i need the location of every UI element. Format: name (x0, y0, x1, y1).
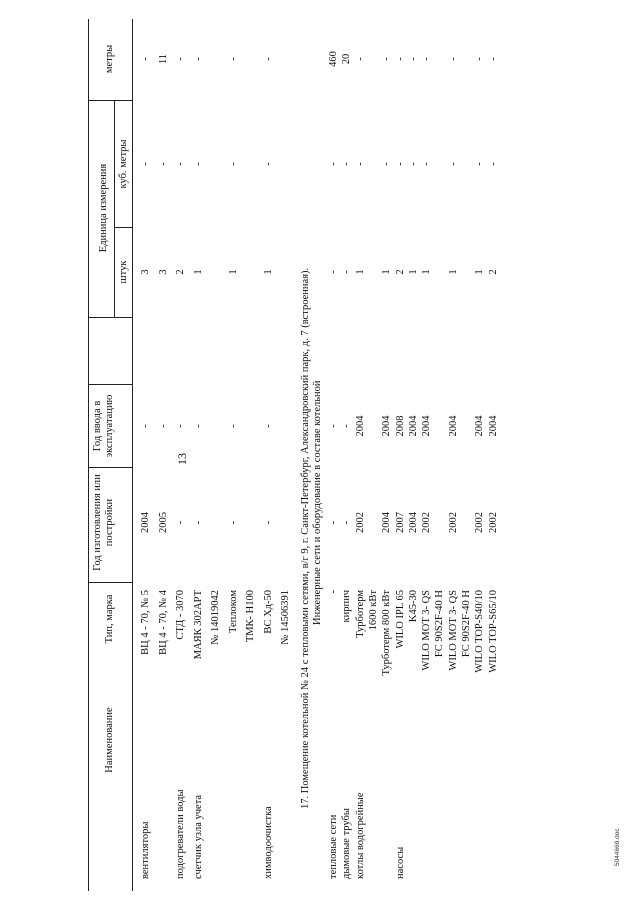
table-top-rule (88, 19, 89, 891)
section-title: 17. Помещение котельной № 24 с тепловыми сетями, в/г 9, г. Санкт-Петербург, Александровский парк, д. 7 (встроенная). (300, 267, 311, 809)
row-a-8-type: № 14506391 (280, 590, 291, 645)
row-b-11-comm: 2004 (474, 415, 486, 437)
row-b-9-comm: 2004 (447, 415, 459, 437)
row-a-2-made: - (175, 520, 186, 525)
row-a-5-m3: - (227, 162, 239, 166)
row-b-0-name: тепловые сети (328, 814, 339, 879)
row-b-2-pcs: 1 (354, 269, 366, 275)
row-a-1-type: ВЦ 4 - 70, № 4 (157, 590, 169, 655)
row-a-6-type: ТМК- Н100 (245, 590, 256, 643)
row-b-8-type: FC 90S2F-40 H (434, 590, 446, 658)
row-a-3-m: - (192, 57, 204, 61)
row-a-1-made: 2005 (157, 512, 169, 533)
row-b-2-made: 2002 (354, 512, 366, 533)
row-a-0-pcs: 3 (140, 269, 151, 275)
row-b-1-m3: - (341, 162, 353, 166)
row-b-0-comm: - (328, 424, 339, 428)
row-b-1-pcs: - (341, 270, 353, 274)
row-b-6-m3: - (407, 162, 419, 166)
row-b-9-pcs: 1 (447, 269, 459, 275)
row-a-0-m3: - (140, 162, 151, 166)
file-footer: 5044669.doc (614, 828, 621, 866)
row-a-2-m: - (175, 57, 186, 61)
row-b-4-comm: 2004 (381, 415, 393, 437)
header-unit-group: Единица измерения (98, 163, 109, 253)
row-a-5-made: - (227, 520, 239, 525)
row-b-2-type: Турботерм (354, 590, 366, 638)
row-a-2-pcs: 2 (175, 269, 186, 275)
row-a-3-comm: - (192, 424, 204, 428)
col-rule-3 (88, 384, 132, 385)
row-b-9-made: 2002 (447, 512, 459, 533)
row-a-4-type: № 14019042 (210, 590, 221, 645)
row-a-2-comm: - (175, 424, 186, 428)
row-b-12-pcs: 2 (487, 269, 499, 275)
col-rule-5 (114, 227, 132, 228)
row-b-10-type: FC 90S2F-40 H (461, 590, 472, 658)
page-number: 13 (175, 453, 189, 465)
row-b-7-made: 2002 (421, 512, 433, 533)
row-a-5-pcs: 1 (227, 269, 239, 275)
row-a-1-comm: - (157, 424, 169, 428)
row-b-7-type: WILO MOT 3- QS (421, 590, 433, 671)
header-type: Тип, марка (104, 594, 115, 644)
row-b-6-made: 2004 (407, 512, 419, 533)
row-b-0-m: 460 (328, 51, 339, 67)
row-b-5-type: WILO IPL 65 (394, 590, 406, 649)
row-a-7-pcs: 1 (262, 269, 274, 275)
col-rule-2 (88, 467, 132, 468)
row-a-5-type: Теплоком (227, 590, 239, 634)
row-b-9-m: - (447, 57, 459, 61)
row-a-0-name: вентиляторы (140, 821, 151, 879)
row-b-1-made: - (341, 520, 353, 525)
row-a-7-name: химводоочистка (262, 806, 274, 879)
row-b-2-comm: 2004 (354, 415, 366, 437)
header-name: Наименование (104, 707, 115, 773)
row-b-0-type: - (328, 590, 339, 594)
row-b-5-m3: - (394, 162, 406, 166)
row-b-4-m3: - (381, 162, 393, 166)
header-unit-m: метры (104, 44, 115, 74)
header-unit-pcs: штук (118, 260, 129, 284)
row-b-12-m: - (487, 57, 499, 61)
row-b-9-type: WILO MOT 3- QS (447, 590, 459, 671)
row-b-1-comm: - (341, 424, 353, 428)
row-b-5-m: - (394, 57, 406, 61)
row-b-6-m: - (407, 57, 419, 61)
header-bottom-rule (132, 19, 133, 891)
row-b-1-m: 20 (341, 53, 353, 65)
row-b-11-m3: - (474, 162, 486, 166)
row-b-2-m: - (354, 57, 366, 61)
section-subtitle: Инженерные сети и оборудование в составе котельной (312, 380, 323, 625)
row-b-12-type: WILO TOP-S65/10 (487, 590, 499, 673)
row-b-9-m3: - (447, 162, 459, 166)
row-b-1-name: дымовые трубы (341, 808, 353, 879)
row-b-2-m3: - (354, 162, 366, 166)
header-unit-m3: куб. метры (118, 139, 129, 189)
row-b-4-type: Турботерм 800 кВт (381, 590, 393, 676)
row-b-6-type: K45-30 (407, 590, 419, 623)
row-b-5-name: насосы (394, 846, 406, 879)
row-b-1-type: кирпич (341, 590, 353, 623)
col-rule-4 (88, 317, 132, 318)
row-a-7-m: - (262, 57, 274, 61)
row-b-4-pcs: 1 (381, 269, 393, 275)
row-b-4-made: 2004 (381, 512, 393, 533)
header-year-commission: Год ввода в эксплуатацию (92, 394, 115, 458)
row-b-7-m3: - (421, 162, 433, 166)
row-b-6-pcs: 1 (407, 269, 419, 275)
row-a-0-comm: - (140, 424, 151, 428)
row-a-1-pcs: 3 (157, 269, 169, 275)
row-a-3-name: счетчик узла учета (192, 794, 204, 879)
unit-group-rule (114, 101, 115, 318)
header-year-made: Год изготовления или постройки (92, 474, 115, 571)
row-b-7-m: - (421, 57, 433, 61)
row-b-5-made: 2007 (394, 512, 406, 533)
row-a-1-m: 11 (157, 53, 169, 65)
row-b-11-made: 2002 (474, 512, 486, 533)
row-b-0-pcs: - (328, 270, 339, 274)
row-a-7-comm: - (262, 424, 274, 428)
row-a-3-pcs: 1 (192, 269, 204, 275)
row-b-12-comm: 2004 (487, 415, 499, 437)
row-b-12-m3: - (487, 162, 499, 166)
row-b-6-comm: 2004 (407, 415, 419, 437)
row-a-2-type: СТД - 3070 (175, 590, 186, 640)
row-a-1-m3: - (157, 162, 169, 166)
row-a-5-comm: - (227, 424, 239, 428)
row-b-11-pcs: 1 (474, 269, 486, 275)
row-a-3-made: - (192, 520, 204, 525)
row-b-4-m: - (381, 57, 393, 61)
row-a-2-m3: - (175, 162, 186, 166)
row-a-7-m3: - (262, 162, 274, 166)
row-b-2-name: котлы водогрейные (354, 792, 366, 879)
col-rule-6 (88, 100, 132, 101)
row-b-5-pcs: 2 (394, 269, 406, 275)
row-b-0-made: - (328, 520, 339, 525)
row-a-2-name: подогреватели воды (175, 789, 186, 879)
row-a-3-type: МАЯК 302АРТ (192, 590, 204, 660)
row-a-5-m: - (227, 57, 239, 61)
row-b-0-m3: - (328, 162, 339, 166)
row-b-3-type: 1600 кВт (367, 590, 379, 631)
row-a-7-type: ВС Хд-50 (262, 590, 274, 634)
row-a-0-type: ВЦ 4 - 70, № 5 (140, 590, 151, 655)
row-b-11-m: - (474, 57, 486, 61)
row-a-0-m: - (140, 57, 151, 61)
row-b-11-type: WILO TOP-S40/10 (474, 590, 486, 673)
row-b-7-comm: 2004 (421, 415, 433, 437)
row-a-7-made: - (262, 520, 274, 525)
row-b-5-comm: 2008 (394, 415, 406, 437)
row-b-7-pcs: 1 (421, 269, 433, 275)
row-a-0-made: 2004 (140, 512, 151, 533)
row-b-12-made: 2002 (487, 512, 499, 533)
row-a-3-m3: - (192, 162, 204, 166)
